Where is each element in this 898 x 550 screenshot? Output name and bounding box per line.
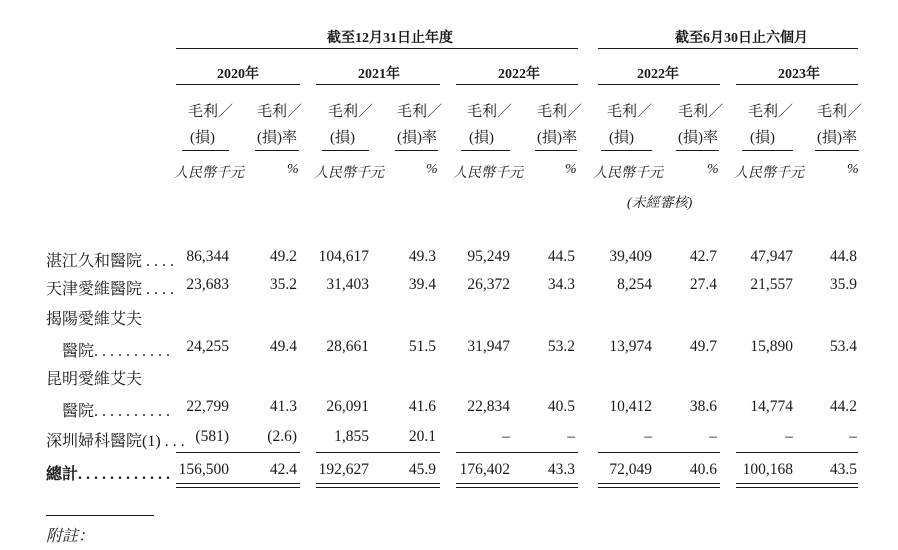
total-row-cell: 176,402 <box>459 461 510 478</box>
table-row-cell: 23,683 <box>186 276 229 293</box>
col-margin-rule <box>395 150 438 151</box>
col-margin-label-1: 毛利／ <box>537 104 583 120</box>
table-row-cell: 53.2 <box>547 338 575 355</box>
col-margin-label-1: 毛利／ <box>397 104 443 120</box>
total-label: 總計. . . . . . . . . . . . <box>46 466 171 483</box>
table-row-cell: – <box>567 428 575 445</box>
total-double-rule-1 <box>176 483 300 484</box>
col-profit-label-2: (損) <box>469 130 494 146</box>
col-margin-label-1: 毛利／ <box>257 104 303 120</box>
table-row-cell: 44.2 <box>829 398 857 415</box>
interim-header-rule <box>598 48 858 49</box>
row-label: 昆明愛維艾夫 <box>46 371 143 388</box>
col-profit-label-1: 毛利／ <box>188 104 234 120</box>
table-row-cell: 95,249 <box>467 248 510 265</box>
year-header-2021: 2021年 <box>358 67 400 82</box>
table-row-cell: – <box>644 428 652 445</box>
total-row-cell: 192,627 <box>318 461 369 478</box>
col-unit-pct: % <box>287 162 299 177</box>
total-double-rule-2 <box>316 487 440 488</box>
total-top-rule <box>456 452 578 453</box>
total-double-rule-2 <box>736 487 858 488</box>
table-row-cell: 49.4 <box>269 338 297 355</box>
total-top-rule <box>598 452 720 453</box>
total-double-rule-1 <box>598 483 720 484</box>
table-row-cell: 22,834 <box>467 398 510 415</box>
row-label: 天津愛維醫院 . . . . <box>46 281 175 298</box>
total-top-rule <box>736 452 858 453</box>
col-margin-rule <box>535 150 577 151</box>
year-rule-2022 <box>456 84 578 85</box>
annual-period-header: 截至12月31日止年度 <box>327 31 453 46</box>
unaudited-note: (未經審核) <box>627 196 693 211</box>
year-rule-2020 <box>176 84 300 85</box>
table-row-cell: – <box>502 428 510 445</box>
col-unit-rmb: 人民幣千元 <box>314 166 384 181</box>
table-row-cell: 44.8 <box>829 248 857 265</box>
col-margin-rule <box>815 150 859 151</box>
col-profit-label-1: 毛利／ <box>607 104 653 120</box>
table-row-cell: – <box>849 428 857 445</box>
col-unit-rmb: 人民幣千元 <box>593 166 663 181</box>
interim-period-header: 截至6月30日止六個月 <box>675 31 808 46</box>
col-profit-rule <box>601 150 652 151</box>
table-row-cell: 104,617 <box>318 248 369 265</box>
row-label: 揭陽愛維艾夫 <box>46 311 143 328</box>
total-row-cell: 42.4 <box>269 461 297 478</box>
table-row-cell: 22,799 <box>186 398 229 415</box>
table-row-cell: 27.4 <box>689 276 717 293</box>
col-unit-pct: % <box>847 162 859 177</box>
table-row-cell: 26,372 <box>467 276 510 293</box>
row-label: 湛江久和醫院 . . . . <box>46 253 175 270</box>
col-margin-label-1: 毛利／ <box>817 104 863 120</box>
table-row-cell: 8,254 <box>617 276 652 293</box>
col-margin-rule <box>676 150 719 151</box>
year-rule-2022-interim <box>598 84 720 85</box>
total-row-cell: 156,500 <box>178 461 229 478</box>
col-profit-label-1: 毛利／ <box>467 104 513 120</box>
total-row-cell: 100,168 <box>742 461 793 478</box>
table-row-cell: 21,557 <box>750 276 793 293</box>
table-row-cell: 40.5 <box>547 398 575 415</box>
table-row-cell: 49.7 <box>689 338 717 355</box>
year-header-2023: 2023年 <box>778 67 820 82</box>
table-row-cell: 42.7 <box>689 248 717 265</box>
table-row-cell: 35.2 <box>269 276 297 293</box>
table-row-cell: 26,091 <box>326 398 369 415</box>
total-row-cell: 72,049 <box>609 461 652 478</box>
col-profit-rule <box>182 150 229 151</box>
table-row-cell: (581) <box>195 428 229 445</box>
table-row-cell: 38.6 <box>689 398 717 415</box>
table-row-cell: 31,403 <box>326 276 369 293</box>
total-double-rule-2 <box>456 487 578 488</box>
year-rule-2021 <box>316 84 440 85</box>
total-double-rule-1 <box>736 483 858 484</box>
total-row-cell: 43.3 <box>547 461 575 478</box>
col-profit-label-2: (損) <box>330 130 355 146</box>
year-header-2022-interim: 2022年 <box>637 67 679 82</box>
col-margin-label-2: (損)率 <box>817 130 857 146</box>
table-row-cell: – <box>785 428 793 445</box>
table-row-cell: 24,255 <box>186 338 229 355</box>
col-margin-rule <box>255 150 299 151</box>
total-row-cell: 43.5 <box>829 461 857 478</box>
total-double-rule-2 <box>176 487 300 488</box>
table-row-cell: 14,774 <box>750 398 793 415</box>
col-profit-rule <box>742 150 793 151</box>
col-unit-rmb: 人民幣千元 <box>453 166 523 181</box>
total-top-rule <box>176 452 300 453</box>
total-row-cell: 40.6 <box>689 461 717 478</box>
table-row-cell: (2.6) <box>267 428 297 445</box>
table-row-cell: 35.9 <box>829 276 857 293</box>
col-profit-label-2: (損) <box>750 130 775 146</box>
col-margin-label-2: (損)率 <box>397 130 437 146</box>
table-row-cell: 49.2 <box>269 248 297 265</box>
total-top-rule <box>316 452 440 453</box>
total-double-rule-2 <box>598 487 720 488</box>
row-label: 醫院. . . . . . . . . . <box>62 343 171 360</box>
table-row-cell: 44.5 <box>547 248 575 265</box>
year-header-2020: 2020年 <box>217 67 259 82</box>
table-row-cell: 49.3 <box>408 248 436 265</box>
col-profit-label-2: (損) <box>190 130 215 146</box>
table-row-cell: 28,661 <box>326 338 369 355</box>
table-row-cell: 39,409 <box>609 248 652 265</box>
total-double-rule-1 <box>316 483 440 484</box>
table-row-cell: 51.5 <box>408 338 436 355</box>
col-margin-label-2: (損)率 <box>537 130 577 146</box>
year-header-2022: 2022年 <box>498 67 540 82</box>
footnote-rule <box>46 515 154 516</box>
col-unit-pct: % <box>565 162 577 177</box>
table-row-cell: 53.4 <box>829 338 857 355</box>
table-row-cell: 1,855 <box>334 428 369 445</box>
col-unit-rmb: 人民幣千元 <box>734 166 804 181</box>
table-row-cell: 86,344 <box>186 248 229 265</box>
col-profit-rule <box>461 150 510 151</box>
table-row-cell: 20.1 <box>408 428 436 445</box>
table-row-cell: 39.4 <box>408 276 436 293</box>
col-unit-pct: % <box>707 162 719 177</box>
table-row-cell: 47,947 <box>750 248 793 265</box>
col-profit-rule <box>322 150 369 151</box>
col-margin-label-2: (損)率 <box>678 130 718 146</box>
col-profit-label-1: 毛利／ <box>748 104 794 120</box>
table-row-cell: 15,890 <box>750 338 793 355</box>
table-row-cell: 13,974 <box>609 338 652 355</box>
table-row-cell: 10,412 <box>609 398 652 415</box>
total-double-rule-1 <box>456 483 578 484</box>
table-row-cell: 41.3 <box>269 398 297 415</box>
year-rule-2023 <box>736 84 858 85</box>
table-row-cell: 34.3 <box>547 276 575 293</box>
col-margin-label-1: 毛利／ <box>678 104 724 120</box>
table-row-cell: 31,947 <box>467 338 510 355</box>
row-label: 深圳婦科醫院(1) . . . <box>46 433 185 450</box>
col-unit-rmb: 人民幣千元 <box>174 166 244 181</box>
annual-header-rule <box>176 48 578 49</box>
total-row-cell: 45.9 <box>408 461 436 478</box>
col-profit-label-1: 毛利／ <box>328 104 374 120</box>
table-row-cell: – <box>709 428 717 445</box>
col-margin-label-2: (損)率 <box>257 130 297 146</box>
col-profit-label-2: (損) <box>609 130 634 146</box>
footnote-label: 附註： <box>46 528 95 545</box>
table-row-cell: 41.6 <box>408 398 436 415</box>
row-label: 醫院. . . . . . . . . . <box>62 403 171 420</box>
col-unit-pct: % <box>426 162 438 177</box>
